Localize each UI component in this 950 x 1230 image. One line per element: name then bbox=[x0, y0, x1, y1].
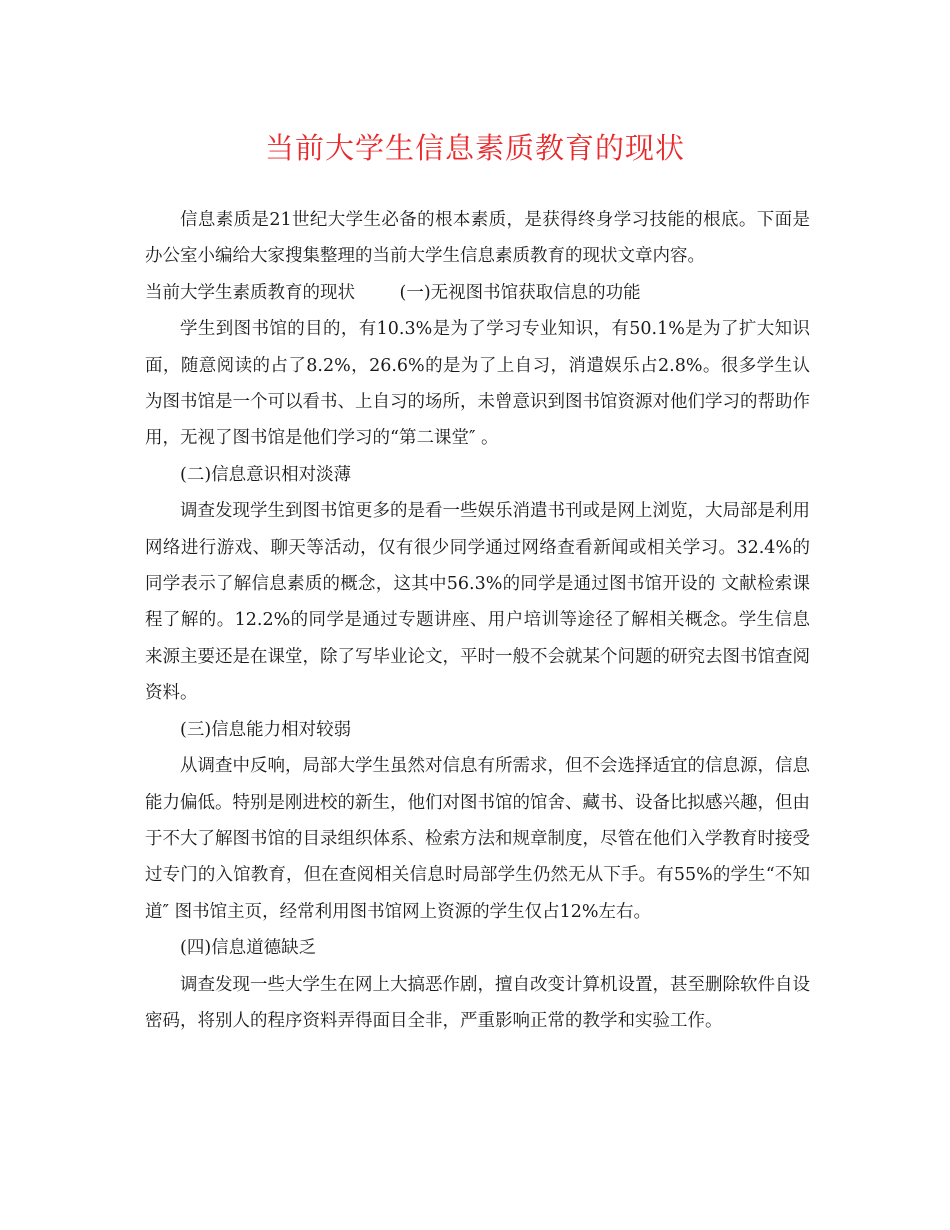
subsection-heading-2: (二)信息意识相对淡薄 bbox=[180, 464, 352, 485]
document-body bbox=[145, 202, 810, 1039]
paragraph-4: 调查发现一些大学生在网上大搞恶作剧，擅自改变计算机设置，甚至删除软件自设密码，将别人的程序资料弄得面目全非，严重影响正常的教学和实验工作。 bbox=[145, 974, 810, 1031]
paragraph-2: 调查发现学生到图书馆更多的是看一些娱乐消遣书刊或是网上浏览，大局部是利用网络进行游戏、聊天等活动，仅有很少同学通过网络查看新闻或相关学习。32.4%的同学表示了解信息素质的概念，这其中56.3%的同学是通过图书馆开设的 文献检索课程了解的。12.2%的同学是通过专题讲座、用户培训等途径了解相关概念。学生信息来源主要还是在课堂，除了写毕业论文，平时一般不会就某个问题的研究去图书馆查阅资料。 bbox=[145, 501, 810, 704]
document-title: 当前大学生信息素质教育的现状 bbox=[264, 131, 685, 165]
paragraph-3: 从调查中反响，局部大学生虽然对信息有所需求，但不会选择适宜的信息源，信息能力偏低。特别是刚进校的新生，他们对图书馆的馆舍、藏书、设备比拟感兴趣，但由于不大了解图书馆的目录组织体系、检索方法和规章制度，尽管在他们入学教育时接受过专门的入馆教育，但在查阅相关信息时局部学生仍然无从下手。有55%的学生“不知道″ 图书馆主页，经常利用图书馆网上资源的学生仅占12%左右。 bbox=[145, 756, 810, 922]
subsection-heading-1: (一)无视图书馆获取信息的功能 bbox=[399, 282, 641, 303]
intro-paragraph: 信息素质是21世纪大学生必备的根本素质，是获得终身学习技能的根底。下面是办公室小编给大家搜集整理的当前大学生信息素质教育的现状文章内容。 bbox=[145, 210, 810, 267]
subsection-heading-4: (四)信息道德缺乏 bbox=[180, 938, 317, 959]
section-title: 当前大学生素质教育的现状 bbox=[145, 282, 355, 303]
subsection-heading-3: (三)信息能力相对较弱 bbox=[180, 719, 352, 740]
section-heading-line bbox=[145, 275, 810, 311]
paragraph-1: 学生到图书馆的目的，有10.3%是为了学习专业知识，有50.1%是为了扩大知识面，随意阅读的占了8.2%，26.6%的是为了上自习，消遣娱乐占2.8%。很多学生认为图书馆是一个可以看书、上自习的场所，未曾意识到图书馆资源对他们学习的帮助作用，无视了图书馆是他们学习的“第二课堂″ 。 bbox=[145, 319, 810, 449]
